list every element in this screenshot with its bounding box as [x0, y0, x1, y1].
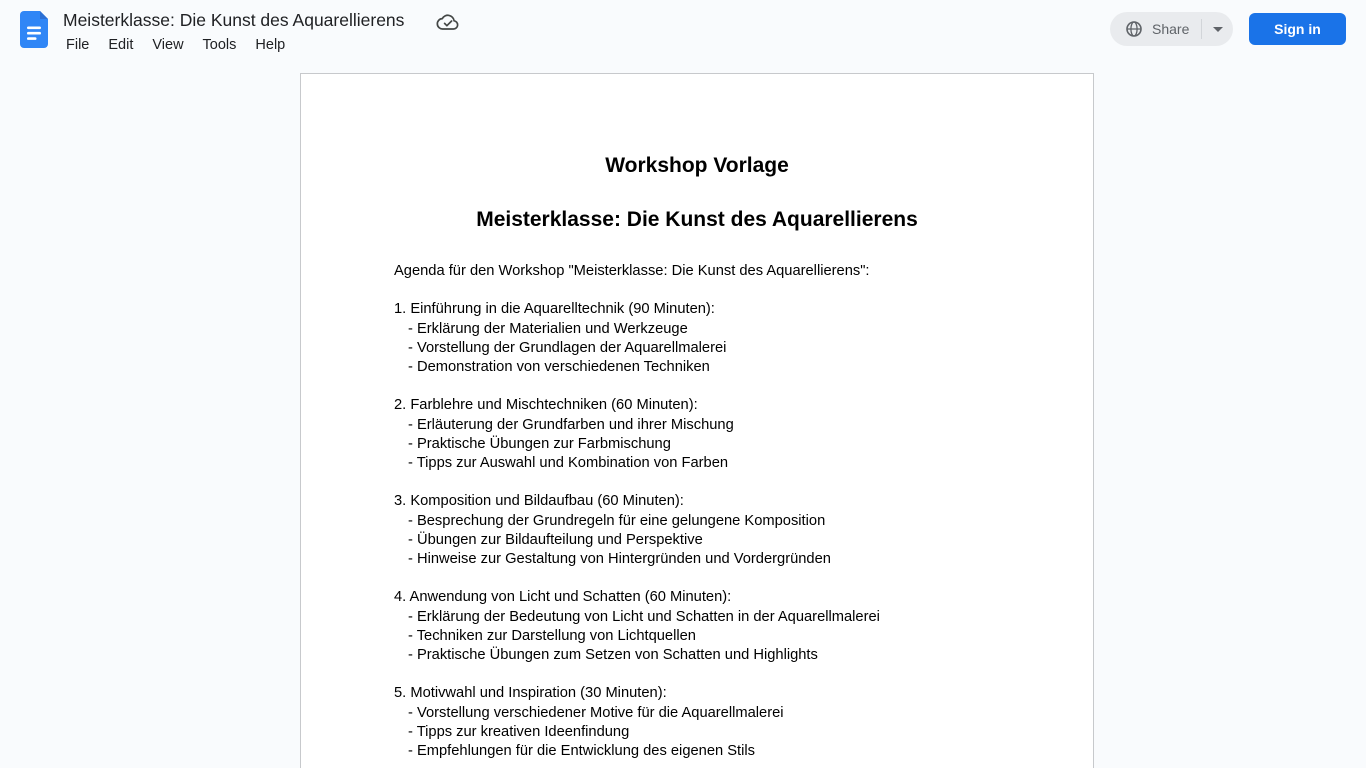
- agenda-item: - Tipps zur Auswahl und Kombination von Farben: [408, 455, 729, 471]
- menu-item-file[interactable]: File: [66, 37, 90, 53]
- doc-intro-line: Agenda für den Workshop "Meisterklasse: Die Kunst des Aquarellierens":: [394, 263, 870, 279]
- doc-title: Meisterklasse: Die Kunst des Aquarellierens: [63, 10, 405, 30]
- doc-heading-workshop-vorlage: Workshop Vorlage: [605, 154, 789, 177]
- globe-icon: [1125, 20, 1143, 38]
- agenda-item: - Vorstellung verschiedener Motive für die Aquarellmalerei: [408, 704, 784, 721]
- agenda-section-heading: 5. Motivwahl und Inspiration (30 Minuten):: [394, 685, 667, 702]
- agenda-sections: [394, 300, 1000, 761]
- menubar: [64, 36, 287, 54]
- share-dropdown-button[interactable]: [1202, 12, 1233, 46]
- sign-in-button[interactable]: Sign in: [1249, 13, 1346, 45]
- agenda-item: - Tipps zur kreativen Ideenfindung: [408, 723, 630, 740]
- caret-down-icon: [1213, 27, 1223, 32]
- agenda-item: - Übungen zur Bildaufteilung und Perspektive: [408, 531, 703, 548]
- agenda-section-heading: 3. Komposition und Bildaufbau (60 Minuten):: [394, 493, 684, 510]
- cloud-check-icon[interactable]: [436, 12, 460, 32]
- share-label: Share: [1152, 21, 1190, 37]
- google-docs-file-icon[interactable]: [20, 11, 48, 48]
- agenda-item: - Vorstellung der Grundlagen der Aquarellmalerei: [408, 339, 727, 356]
- agenda-item: - Praktische Übungen zum Setzen von Schatten und Highlights: [408, 647, 818, 663]
- agenda-item: - Empfehlungen für die Entwicklung des eigenen Stils: [408, 743, 755, 759]
- doc-heading-meisterklasse: Meisterklasse: Die Kunst des Aquarellierens: [476, 208, 918, 231]
- document-page: [300, 73, 1094, 768]
- agenda-item: - Erklärung der Materialien und Werkzeuge: [408, 320, 688, 337]
- agenda-section-heading: 4. Anwendung von Licht und Schatten (60 Minuten):: [394, 589, 732, 606]
- agenda-item: - Besprechung der Grundregeln für eine gelungene Komposition: [408, 512, 826, 529]
- agenda-section: [394, 396, 1000, 473]
- share-button-group: [1110, 12, 1233, 46]
- agenda-item: - Praktische Übungen zur Farbmischung: [408, 435, 671, 452]
- share-button[interactable]: [1110, 12, 1201, 46]
- menu-item-tools[interactable]: Tools: [202, 37, 237, 53]
- menu-item-view[interactable]: View: [152, 37, 184, 53]
- agenda-item: - Erklärung der Bedeutung von Licht und Schatten in der Aquarellmalerei: [408, 608, 880, 625]
- topbar: [0, 0, 1366, 64]
- agenda-section-heading: 2. Farblehre und Mischtechniken (60 Minuten):: [394, 397, 698, 414]
- agenda-section: [394, 588, 1000, 665]
- agenda-section-heading: 1. Einführung in die Aquarelltechnik (90 Minuten):: [394, 301, 715, 318]
- agenda-item: - Demonstration von verschiedenen Techniken: [408, 359, 710, 375]
- agenda-item: - Techniken zur Darstellung von Lichtquellen: [408, 627, 696, 644]
- agenda-item: - Hinweise zur Gestaltung von Hintergründen und Vordergründen: [408, 551, 831, 567]
- menu-item-help[interactable]: Help: [255, 37, 286, 53]
- agenda-item: - Erläuterung der Grundfarben und ihrer Mischung: [408, 416, 734, 433]
- agenda-section: [394, 684, 1000, 761]
- agenda-section: [394, 300, 1000, 377]
- menu-item-edit[interactable]: Edit: [108, 37, 134, 53]
- agenda-section: [394, 492, 1000, 569]
